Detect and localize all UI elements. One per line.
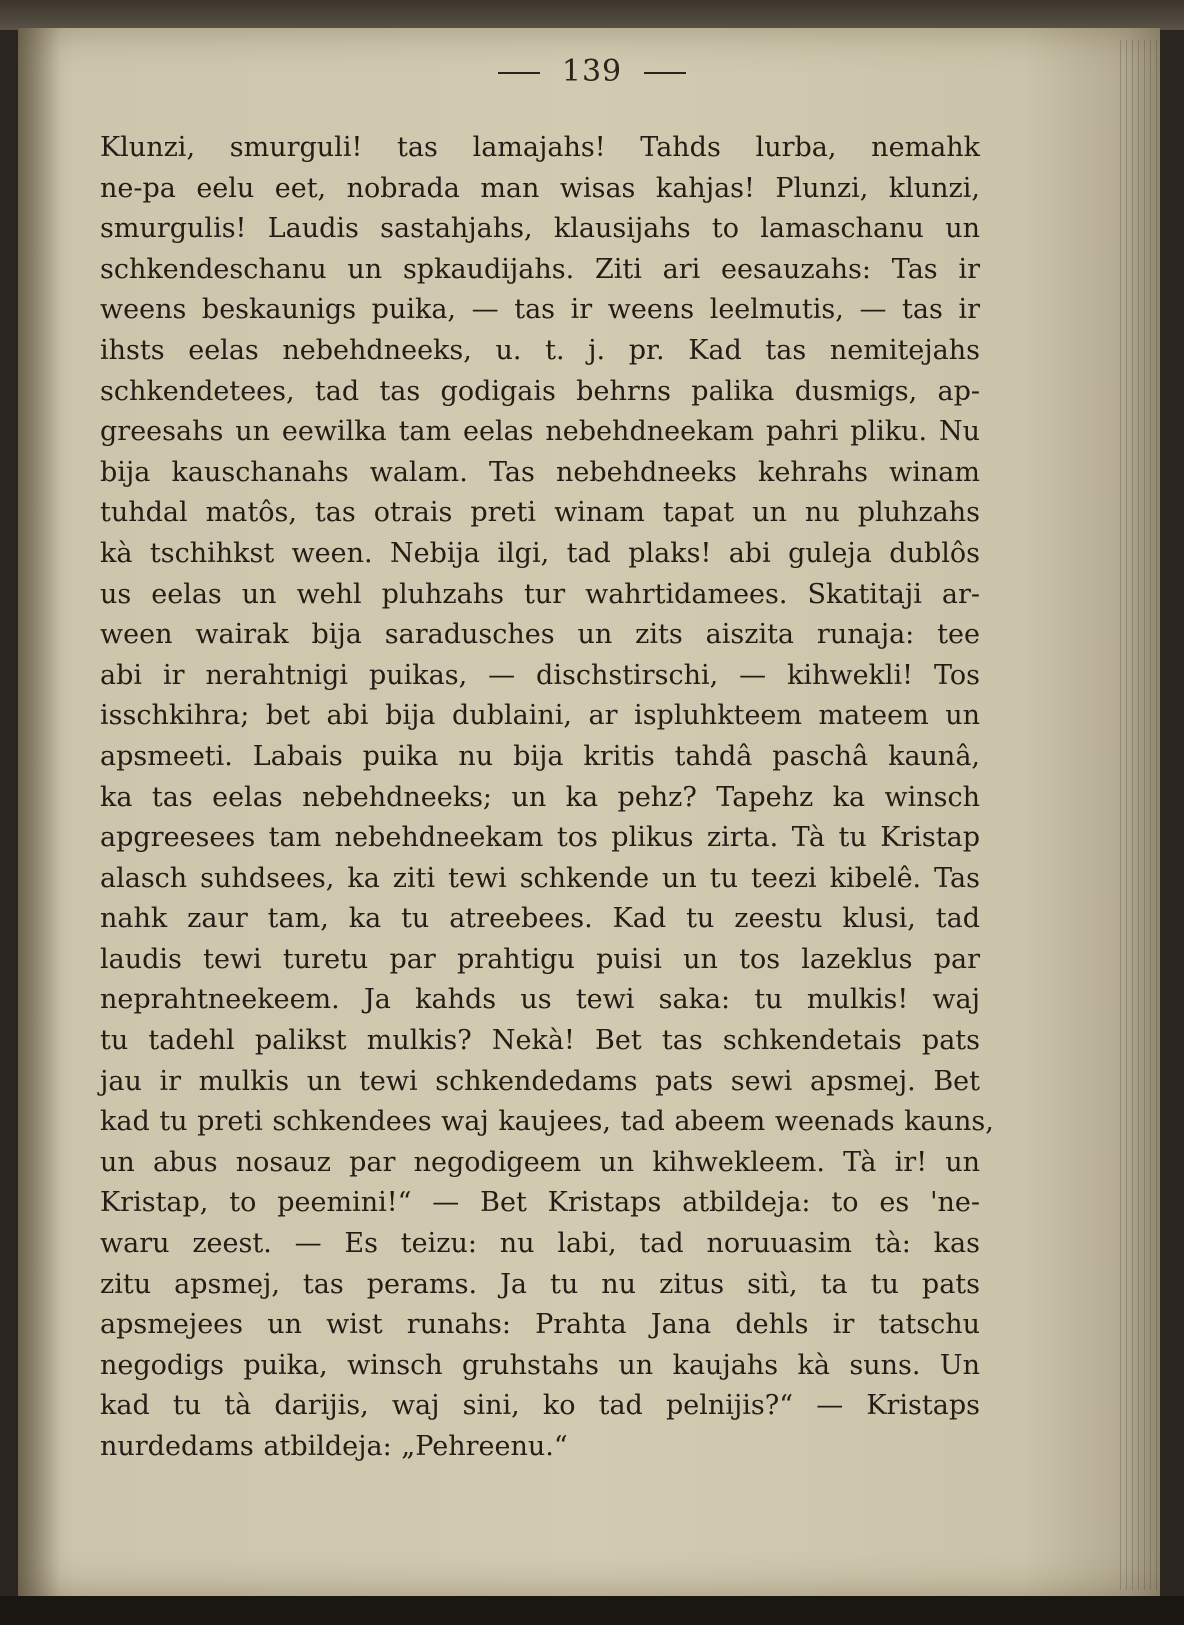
text-line: abi ir nerahtnigi puikas, — dischstirschi, — kihwekli! Tos: [100, 659, 980, 691]
text-line: zitu apsmej, tas perams. Ja tu nu zitus sitì, ta tu pats: [100, 1268, 980, 1300]
text-line: bija kauschanahs walam. Tas nebehdneeks kehrahs winam: [100, 456, 980, 488]
book-bottom-edge: [0, 1596, 1184, 1625]
text-line: tu tadehl palikst mulkis? Nekà! Bet tas schkendetais pats: [100, 1025, 980, 1057]
text-line: greesahs un eewilka tam eelas nebehdneekam pahri pliku. Nu: [100, 416, 980, 448]
text-line: apsmejees un wist runahs: Prahta Jana dehls ir tatschu: [100, 1309, 980, 1341]
text-line: waru zeest. — Es teizu: nu labi, tad noruuasim tà: kas: [100, 1228, 980, 1260]
text-line: nurdedams atbildeja: „Pehreenu.“: [100, 1431, 568, 1462]
text-line: un abus nosauz par negodigeem un kihwekleem. Tà ir! un: [100, 1146, 980, 1178]
text-line: kad tu preti schkendees waj kaujees, tad abeem weenads kauns,: [100, 1106, 994, 1138]
text-line: ka tas eelas nebehdneeks; un ka pehz? Tapehz ka winsch: [100, 781, 980, 813]
text-line: tuhdal matôs, tas otrais preti winam tapat un nu pluhzahs: [100, 497, 980, 529]
text-line: kad tu tà darijis, waj sini, ko tad pelnijis?“ — Kristaps: [100, 1390, 980, 1422]
text-line: alasch suhdsees, ka ziti tewi schkende un tu teezi kibelê. Tas: [100, 862, 980, 894]
text-line: nahk zaur tam, ka tu atreebees. Kad tu zeestu klusi, tad: [100, 903, 980, 935]
header-dash-left: [498, 72, 540, 74]
text-line: neprahtneekeem. Ja kahds us tewi saka: tu mulkis! waj: [100, 984, 980, 1016]
text-line: ne-pa eelu eet, nobrada man wisas kahjas! Plunzi, klunzi,: [100, 172, 980, 204]
text-line: Kristap, to peemini!“ — Bet Kristaps atbildeja: to es 'ne-: [100, 1187, 980, 1219]
text-line: ween wairak bija saradusches un zits aiszita runaja: tee: [100, 619, 980, 651]
text-line: ihsts eelas nebehdneeks, u. t. j. pr. Kad tas nemitejahs: [100, 334, 980, 366]
text-line: apgreesees tam nebehdneekam tos plikus zirta. Tà tu Kristap: [100, 822, 980, 854]
page-edge-stack: [1120, 40, 1160, 1590]
text-line: jau ir mulkis un tewi schkendedams pats sewi apsmej. Bet: [100, 1065, 980, 1097]
text-line: smurgulis! Laudis sastahjahs, klausijahs to lamaschanu un: [100, 213, 980, 245]
text-line: Klunzi, smurguli! tas lamajahs! Tahds lurba, nemahk: [100, 132, 980, 163]
page-gutter-shadow: [18, 28, 60, 1596]
text-line: us eelas un wehl pluhzahs tur wahrtidamees. Skatitaji ar-: [100, 578, 980, 610]
text-line: laudis tewi turetu par prahtigu puisi un tos lazeklus par: [100, 943, 980, 975]
book-top-edge: [0, 0, 1184, 30]
text-line: apsmeeti. Labais puika nu bija kritis tahdâ paschâ kaunâ,: [100, 740, 980, 772]
text-line: schkendetees, tad tas godigais behrns palika dusmigs, ap-: [100, 375, 980, 407]
text-line: weens beskaunigs puika, — tas ir weens leelmutis, — tas ir: [100, 294, 980, 326]
page-header: [0, 54, 1184, 89]
text-line: kà tschihkst ween. Nebija ilgi, tad plaks! abi guleja dublôs: [100, 537, 980, 569]
text-line: isschkihra; bet abi bija dublaini, ar ispluhkteem mateem un: [100, 700, 980, 732]
text-line: schkendeschanu un spkaudijahs. Ziti ari eesauzahs: Tas ir: [100, 253, 980, 285]
header-dash-right: [644, 72, 686, 74]
body-text: [100, 128, 994, 1468]
page-number: 139: [561, 54, 623, 89]
text-line: negodigs puika, winsch gruhstahs un kaujahs kà suns. Un: [100, 1349, 980, 1381]
